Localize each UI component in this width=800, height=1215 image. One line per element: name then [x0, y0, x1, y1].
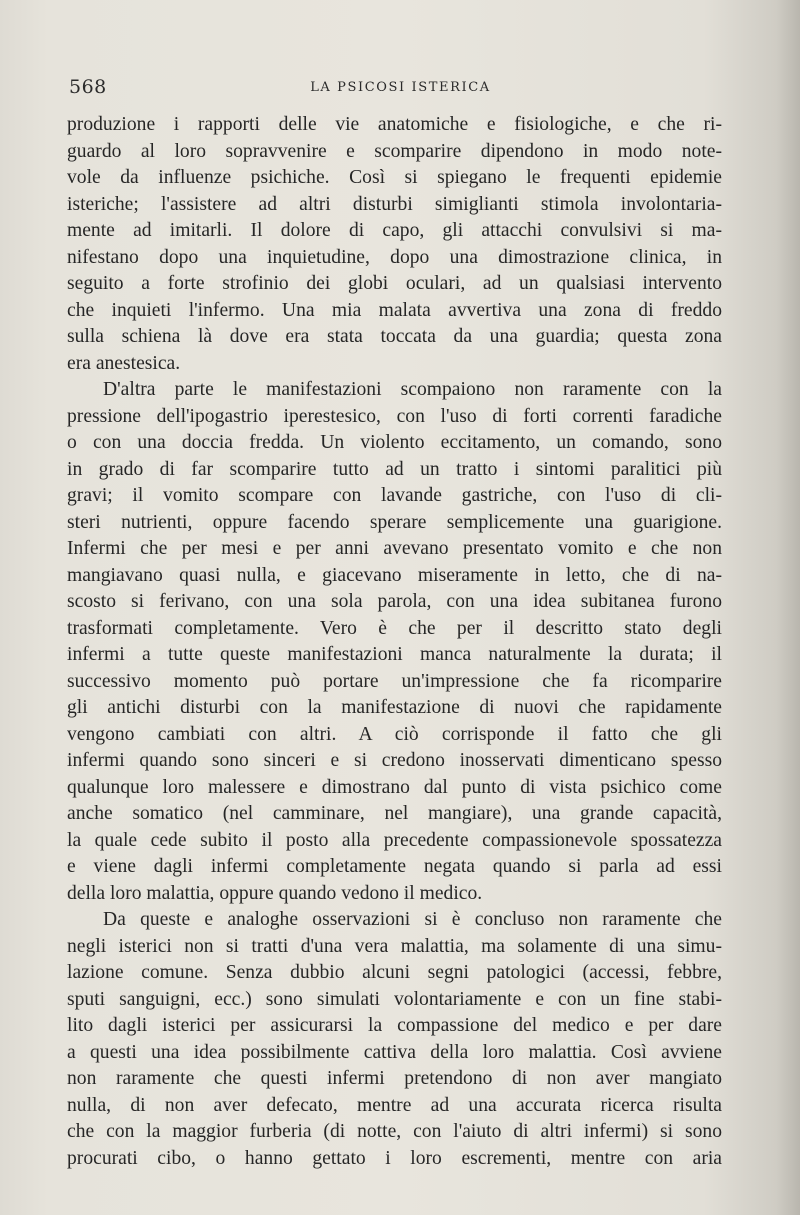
page-number: 568: [69, 76, 107, 98]
text-line: gravi; il vomito scompare con lavande gastriche, con l'uso di cli-: [67, 485, 722, 506]
text-line: qualunque loro malessere e dimostrano dal punto di vista psichico come: [67, 776, 722, 798]
text-line: successivo momento può portare un'impressione che fa ricomparire: [67, 670, 722, 692]
text-line: seguito a forte strofinio dei globi oculari, ad un qualsiasi intervento: [67, 273, 722, 294]
text-line: steri nutrienti, oppure facendo sperare semplicemente una guarigione.: [67, 511, 722, 533]
text-line: nulla, di non aver defecato, mentre ad una accurata ricerca risulta: [67, 1094, 722, 1116]
text-line: infermi quando sono sinceri e si credono inosservati dimenticano spesso: [67, 750, 722, 771]
text-line: D'altra parte le manifestazioni scompaiono non raramente con la: [103, 379, 722, 400]
text-line: la quale cede subito il posto alla precedente compassionevole spossatezza: [67, 829, 722, 851]
text-line: lazione comune. Senza dubbio alcuni segni patologici (accessi, febbre,: [67, 962, 722, 983]
text-line: era anestesica.: [67, 352, 181, 374]
text-line: vole da influenze psichiche. Così si spiegano le frequenti epidemie: [67, 167, 722, 188]
running-head: LA PSICOSI ISTERICA: [310, 80, 491, 95]
text-line: scosto si ferivano, con una sola parola, con una idea subitanea furono: [67, 591, 722, 612]
text-line: sputi sanguigni, ecc.) sono simulati volontariamente e con un fine stabi-: [67, 988, 722, 1010]
text-line: e viene dagli infermi completamente negata quando si parla ad essi: [67, 856, 722, 877]
text-line: mangiavano quasi nulla, e giacevano miseramente in letto, che di na-: [67, 564, 722, 586]
text-line: nifestano dopo una inquietudine, dopo una dimostrazione clinica, in: [67, 246, 722, 268]
text-line: trasformati completamente. Vero è che per il descritto stato degli: [67, 617, 722, 639]
text-line: isteriche; l'assistere ad altri disturbi simiglianti stimola involontaria-: [67, 193, 722, 215]
text-line: pressione dell'ipogastrio iperestesico, con l'uso di forti correnti faradiche: [67, 405, 722, 427]
text-line: infermi a tutte queste manifestazioni manca naturalmente la durata; il: [67, 644, 722, 665]
text-line: mente ad imitarli. Il dolore di capo, gli attacchi convulsivi si ma-: [67, 220, 722, 241]
text-line: della loro malattia, oppure quando vedono il medico.: [67, 882, 483, 904]
text-line: che con la maggior furberia (di notte, con l'aiuto di altri infermi) si sono: [67, 1121, 722, 1142]
text-line: procurati cibo, o hanno gettato i loro escrementi, mentre con aria: [67, 1147, 722, 1169]
text-line: negli isterici non si tratti d'una vera malattia, ma solamente di una simu-: [67, 935, 722, 957]
body-text: [67, 112, 722, 1172]
text-line: Da queste e analoghe osservazioni si è concluso non raramente che: [103, 909, 722, 930]
text-line: in grado di far scomparire tutto ad un tratto i sintomi paralitici più: [67, 458, 722, 480]
text-line: non raramente che questi infermi pretendono di non aver mangiato: [67, 1068, 722, 1089]
text-line: gli antichi disturbi con la manifestazione di nuovi che rapidamente: [67, 697, 722, 718]
paragraph: [67, 112, 722, 377]
text-line: sulla schiena là dove era stata toccata da una guardia; questa zona: [67, 326, 722, 347]
text-line: produzione i rapporti delle vie anatomiche e fisiologiche, e che ri-: [67, 114, 722, 135]
paragraph: [67, 907, 722, 1172]
text-line: guardo al loro sopravvenire e scomparire dipendono in modo note-: [67, 140, 722, 162]
text-line: lito dagli isterici per assicurarsi la compassione del medico e per dare: [67, 1015, 722, 1036]
text-line: Infermi che per mesi e per anni avevano presentato vomito e che non: [67, 538, 722, 559]
text-line: anche somatico (nel camminare, nel mangiare), una grande capacità,: [67, 803, 722, 824]
page-header: [69, 76, 722, 100]
text-line: o con una doccia fredda. Un violento eccitamento, un comando, sono: [67, 432, 722, 453]
text-line: che inquieti l'infermo. Una mia malata avvertiva una zona di freddo: [67, 299, 722, 321]
paragraph: [67, 377, 722, 907]
text-line: a questi una idea possibilmente cattiva della loro malattia. Così avviene: [67, 1041, 722, 1063]
text-line: vengono cambiati con altri. A ciò corrisponde il fatto che gli: [67, 723, 722, 745]
